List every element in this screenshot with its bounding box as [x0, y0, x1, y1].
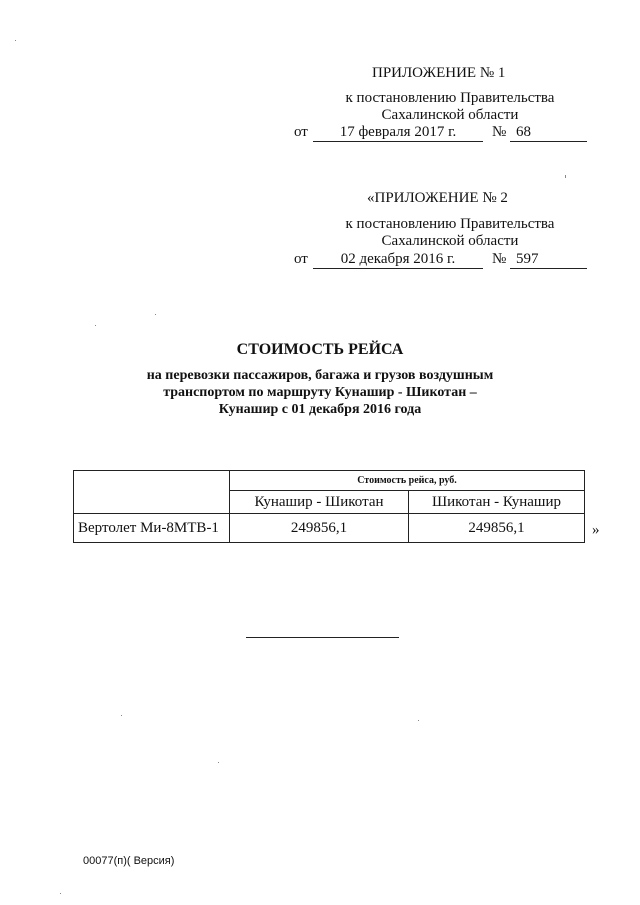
appendix2-line1: к постановлению Правительства [345, 216, 555, 232]
appendix1-title: ПРИЛОЖЕНИЕ № 1 [372, 65, 506, 81]
separator-line [246, 637, 399, 638]
appendix1-num-label: № [492, 124, 507, 140]
appendix1-number: 68 [510, 124, 587, 142]
doc-title: СТОИМОСТЬ РЕЙСА [236, 341, 404, 358]
table-column-header: Кунашир - Шикотан [230, 491, 409, 514]
table-group-header: Стоимость рейса, руб. [230, 471, 585, 491]
appendix2-number: 597 [510, 251, 587, 269]
appendix2-date: 02 декабря 2016 г. [313, 251, 483, 269]
appendix2-from-label: от [294, 251, 308, 267]
scan-speck [418, 720, 419, 721]
appendix2-num-label: № [492, 251, 507, 267]
table-row-label: Вертолет Ми-8МТВ-1 [74, 514, 230, 543]
table-column-header: Шикотан - Кунашир [409, 491, 585, 514]
appendix1-date: 17 февраля 2017 г. [313, 124, 483, 142]
closing-quote: » [592, 522, 600, 538]
scan-speck [155, 314, 156, 315]
scan-speck [121, 715, 122, 716]
scan-speck [565, 175, 566, 178]
doc-subtitle-line1: на перевозки пассажиров, багажа и грузов воздушным [146, 368, 494, 383]
appendix2-title: «ПРИЛОЖЕНИЕ № 2 [367, 190, 508, 206]
cost-table [73, 470, 585, 543]
table-row [74, 514, 585, 543]
appendix1-from-label: от [294, 124, 308, 140]
appendix2-line2: Сахалинской области [381, 233, 519, 249]
scan-speck [60, 893, 61, 894]
scan-speck [15, 40, 16, 41]
doc-subtitle-line3: Кунашир с 01 декабря 2016 года [218, 402, 422, 417]
appendix1-line2: Сахалинской области [381, 107, 519, 123]
table-cell: 249856,1 [230, 514, 409, 543]
appendix1-line1: к постановлению Правительства [345, 90, 555, 106]
table-cell: 249856,1 [409, 514, 585, 543]
scan-speck [218, 762, 219, 763]
table-corner-cell [74, 471, 230, 514]
scan-speck [95, 325, 96, 326]
footer-code: 00077(п)( Версия) [83, 855, 175, 867]
doc-subtitle-line2: транспортом по маршруту Кунашир - Шикотан – [163, 385, 477, 400]
